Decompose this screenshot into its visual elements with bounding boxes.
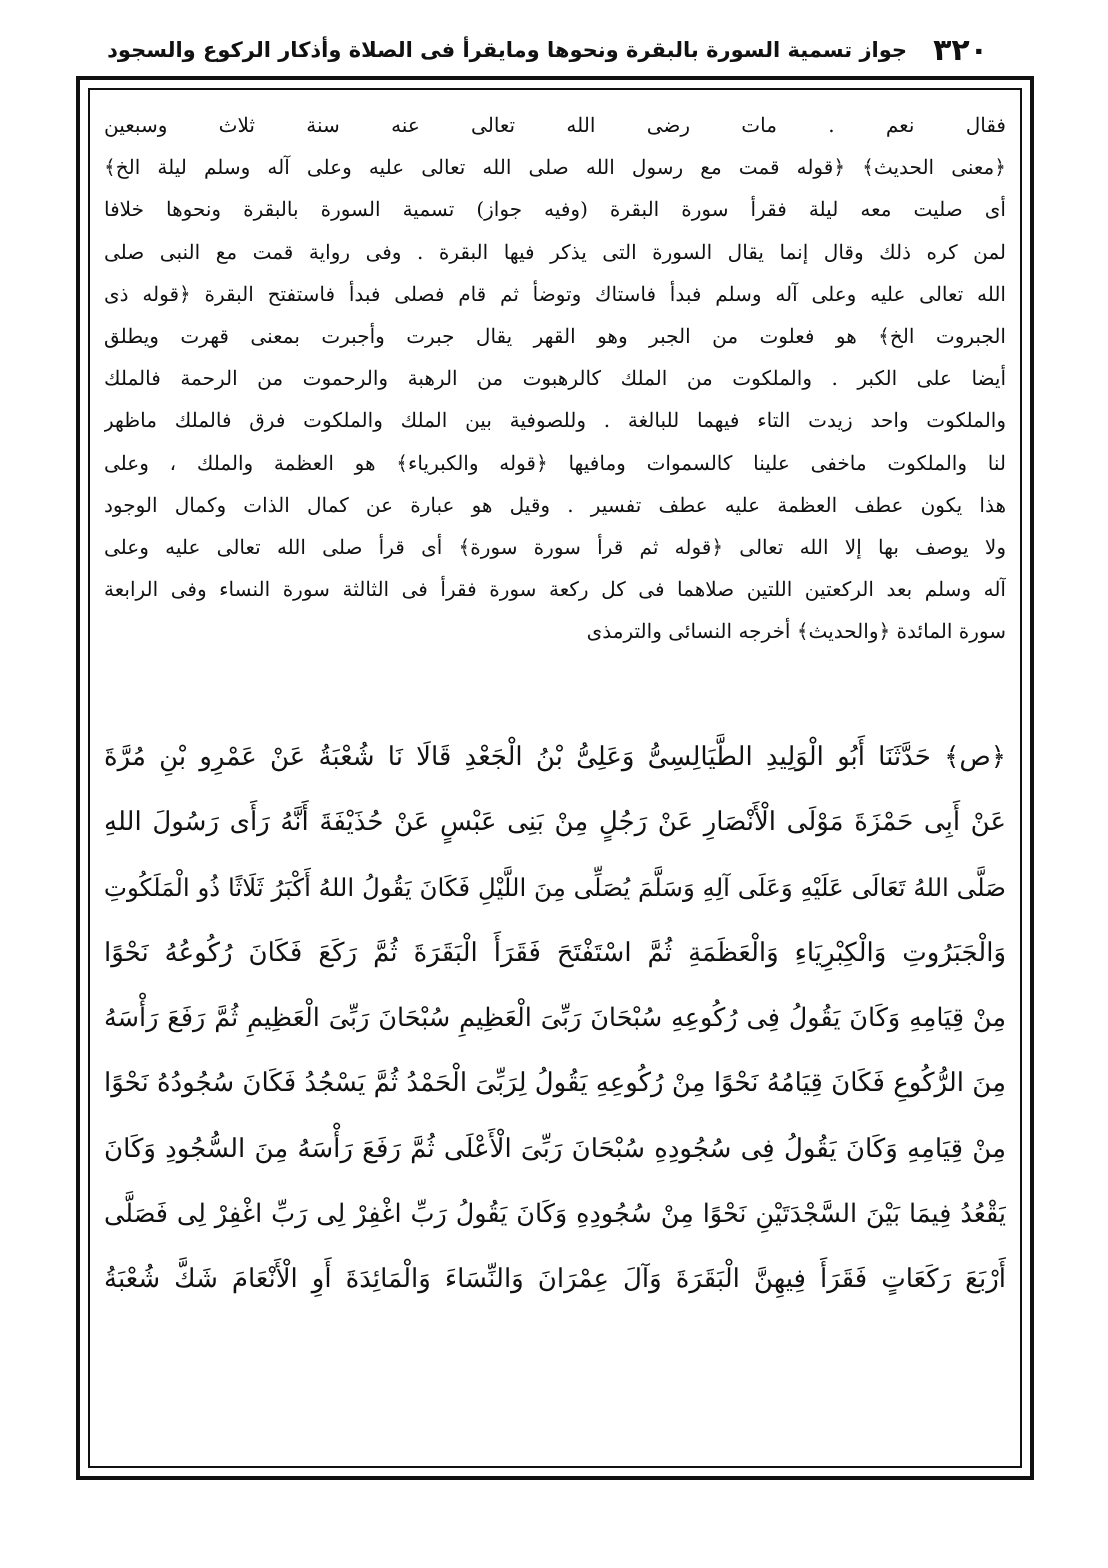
hadith-line: يَقْعُدُ فِيمَا بَيْنَ السَّجْدَتَيْنِ نَحْوًا مِنْ سُجُودِهِ وَكَانَ يَقُولُ رَبِّ اغْفِرْ لِى رَبِّ اغْفِرْ لِى فَصَلَّى [104,1199,1006,1230]
commentary-line: أى صليت معه ليلة فقرأ سورة البقرة (وفيه جواز) تسمية السورة بالبقرة ونحوها خلافا [104,197,1006,222]
commentary-line: ﴿معنى الحديث﴾ ﴿قوله قمت مع رسول الله صلى الله تعالى عليه وعلى آله وسلم ليلة الخ﴾ [104,155,1006,180]
commentary-line: أيضا على الكبر . والملكوت من الملك كالرهبوت من الرهبة والرحموت من الرحمة فالملك [104,366,1006,391]
hadith-line: مِنْ قِيَامِهِ وَكَانَ يَقُولُ فِى رُكُوعِهِ سُبْحَانَ رَبِّىَ الْعَظِيمِ سُبْحَانَ رَبِّىَ الْعَظِيمِ ثُمَّ رَفَعَ رَأْسَهُ [104,1003,1006,1034]
hadith-line: ﴿ص﴾ حَدَّثَنَا أَبُو الْوَلِيدِ الطَّيَالِسِىُّ وَعَلِىُّ بْنُ الْجَعْدِ قَالَا نَا شُعْبَةُ عَنْ عَمْرِو بْنِ مُرَّةَ [104,742,1006,772]
commentary-block [104,104,1006,652]
running-title: جواز تسمية السورة بالبقرة ونحوها ومايقرأ فى الصلاة وأذكار الركوع والسجود [107,38,908,62]
commentary-line: آله وسلم بعد الركعتين اللتين صلاهما فى كل ركعة سورة فقرأ فى الثالثة سورة النساء وفى الرابعة [104,577,1006,602]
page-header [108,28,988,72]
hadith-line: مِنْ قِيَامِهِ وَكَانَ يَقُولُ فِى سُجُودِهِ سُبْحَانَ رَبِّىَ الْأَعْلَى ثُمَّ رَفَعَ رَأْسَهُ مِنَ السُّجُودِ وَكَانَ [104,1133,1006,1164]
hadith-line: مِنَ الرُّكُوعِ فَكَانَ قِيَامُهُ نَحْوًا مِنْ رُكُوعِهِ يَقُولُ لِرَبِّىَ الْحَمْدُ ثُمَّ يَسْجُدُ فَكَانَ سُجُودُهُ نَحْوًا [104,1068,1006,1099]
hadith-block [104,715,1006,1303]
commentary-line: سورة المائدة ﴿والحديث﴾ أخرجه النسائى والترمذى [586,619,1006,644]
commentary-line: لمن كره ذلك وقال إنما يقال السورة التى يذكر فيها البقرة . وفى رواية قمت مع النبى صلى [104,239,1006,264]
page-number: ٣٢٠ [933,32,988,68]
commentary-line: فقال نعم . مات رضى الله تعالى عنه سنة ثلاث وسبعين [104,113,1006,137]
hadith-line: صَلَّى اللهُ تَعَالَى عَلَيْهِ وَعَلَى آلِهِ وَسَلَّمَ يُصَلِّى مِنَ اللَّيْلِ فَكَانَ يَقُولُ اللهُ أَكْبَرُ ثَلَاثًا ذُو الْمَلَكُوتِ [104,872,1006,902]
commentary-line: الله تعالى عليه وعلى آله وسلم فبدأ فاستاك وتوضأ ثم قام فصلى فبدأ فاستفتح البقرة ﴿قوله ذى [104,281,1006,306]
commentary-line: هذا يكون عطف العظمة عليه عطف تفسير . وقيل هو عبارة عن كمال الذات وكمال الوجود [104,492,1006,517]
hadith-line: عَنْ أَبِى حَمْزَةَ مَوْلَى الْأَنْصَارِ عَنْ رَجُلٍ مِنْ بَنِى عَبْسٍ عَنْ حُذَيْفَةَ أَنَّهُ رَأَى رَسُولَ اللهِ [104,807,1006,838]
commentary-line: لنا والملكوت ماخفى علينا كالسموات ومافيها ﴿قوله والكبرياء﴾ هو العظمة والملك ، وعلى [104,450,1006,475]
commentary-line: ولا يوصف بها إلا الله تعالى ﴿قوله ثم قرأ سورة سورة﴾ أى قرأ صلى الله تعالى عليه وعلى [104,534,1006,559]
hadith-line: وَالْجَبَرُوتِ وَالْكِبْرِيَاءِ وَالْعَظَمَةِ ثُمَّ اسْتَفْتَحَ فَقَرَأَ الْبَقَرَةَ ثُمَّ رَكَعَ فَكَانَ رُكُوعُهُ نَحْوًا [104,937,1006,968]
commentary-line: والملكوت واحد زيدت التاء فيهما للبالغة . وللصوفية بين الملك والملكوت فرق فالملك ماظهر [104,408,1006,433]
hadith-line: أَرْبَعَ رَكَعَاتٍ فَقَرَأَ فِيهِنَّ الْبَقَرَةَ وَآلَ عِمْرَانَ وَالنِّسَاءَ وَالْمَائِدَةَ أَوِ الْأَنْعَامَ شَكَّ شُعْبَةُ [104,1264,1006,1295]
commentary-line: الجبروت الخ﴾ هو فعلوت من الجبر وهو القهر يقال جبرت وأجبرت بمعنى قهرت ويطلق [104,323,1006,348]
